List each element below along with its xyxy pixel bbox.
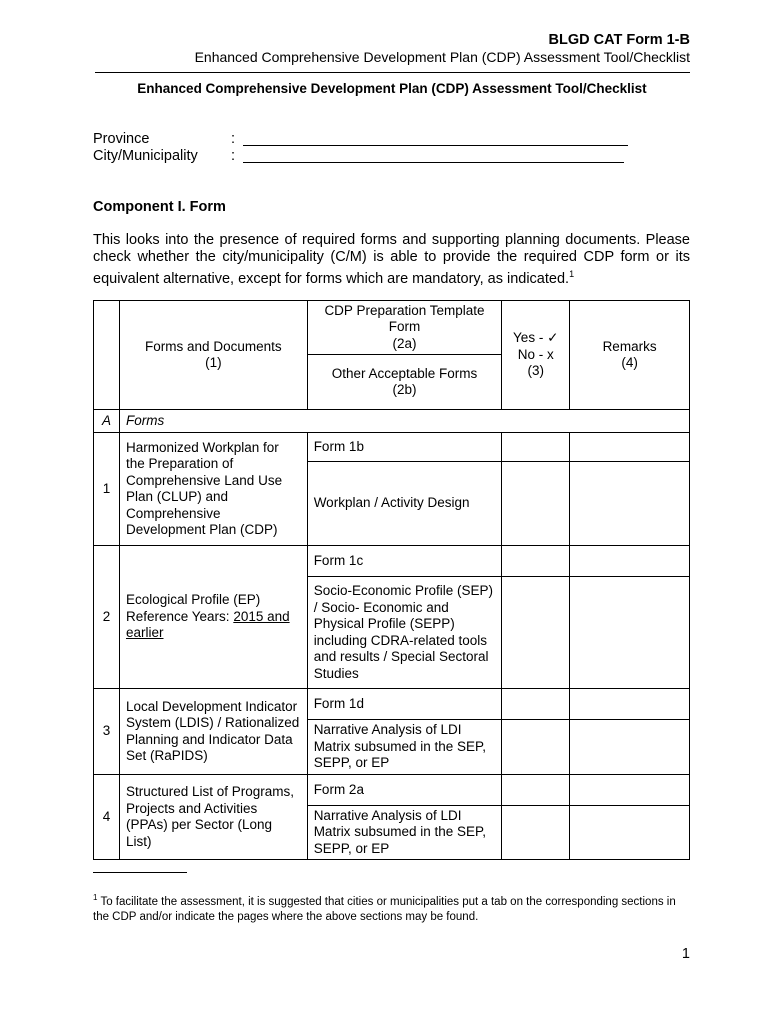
row-remarks-cell[interactable] — [570, 720, 690, 775]
assessment-table — [93, 300, 690, 860]
row-yes-no-cell[interactable] — [502, 775, 570, 806]
row-yes-no-cell[interactable] — [502, 546, 570, 577]
group-row — [94, 410, 690, 433]
row-document: Structured List of Programs, Projects and Activities (PPAs) per Sector (Long List) — [119, 775, 307, 860]
row-remarks-cell[interactable] — [570, 775, 690, 806]
document-title: Enhanced Comprehensive Development Plan (CDP) Assessment Tool/Checklist — [137, 81, 647, 96]
row-yes-no-cell[interactable] — [502, 720, 570, 775]
row-number: 1 — [94, 433, 120, 546]
table-row — [94, 689, 690, 720]
header-remarks: Remarks (4) — [570, 301, 690, 410]
table-row — [94, 433, 690, 462]
intro-paragraph — [93, 232, 690, 288]
intro-text: This looks into the presence of required forms and supporting planning documents. Please check whether the city/municipality (C/M) is able to provide the required CDP form or its equivalent alternative, except for forms which are mandatory, as indicated. — [93, 232, 690, 287]
table-row — [94, 546, 690, 577]
footnote-divider — [93, 872, 187, 873]
header-divider — [95, 72, 690, 73]
row-other-form: Socio-Economic Profile (SEP) / Socio- Economic and Physical Profile (SEPP) including CDRA-related tools and results / Special Sectoral Studies — [307, 577, 502, 689]
row-other-form: Narrative Analysis of LDI Matrix subsumed in the SEP, SEPP, or EP — [307, 720, 502, 775]
city-colon: : — [231, 148, 236, 164]
row-template-form: Form 1b — [307, 433, 502, 462]
row-remarks-cell[interactable] — [570, 577, 690, 689]
row-remarks-cell[interactable] — [570, 433, 690, 462]
page-number: 1 — [681, 946, 690, 962]
row-number: 2 — [94, 546, 120, 689]
row-yes-no-cell[interactable] — [502, 689, 570, 720]
footnote-marker: 1 — [93, 893, 98, 902]
header-forms-docs: Forms and Documents (1) — [119, 301, 307, 410]
city-label: City/Municipality — [93, 148, 198, 164]
province-blank[interactable] — [243, 145, 628, 146]
group-label: Forms — [119, 410, 689, 433]
row-other-form: Narrative Analysis of LDI Matrix subsumed in the SEP, SEPP, or EP — [307, 806, 502, 860]
row-document: Harmonized Workplan for the Preparation of Comprehensive Land Use Plan (CLUP) and Comprehensive Development Plan (CDP) — [119, 433, 307, 546]
form-code: BLGD CAT Form 1-B — [548, 32, 690, 48]
header-row — [94, 301, 690, 355]
row-document: Ecological Profile (EP) Reference Years: 2015 and earlier — [119, 546, 307, 689]
province-label: Province — [93, 131, 150, 147]
row-template-form: Form 1d — [307, 689, 502, 720]
header-cdp-template: CDP Preparation Template Form (2a) — [307, 301, 502, 355]
row-remarks-cell[interactable] — [570, 806, 690, 860]
header-yes-no: Yes - ✓ No - x (3) — [502, 301, 570, 410]
row-template-form: Form 1c — [307, 546, 502, 577]
row-remarks-cell[interactable] — [570, 546, 690, 577]
footnote — [93, 890, 690, 925]
city-blank[interactable] — [243, 162, 624, 163]
province-colon: : — [231, 131, 236, 147]
row-remarks-cell[interactable] — [570, 462, 690, 546]
table-row — [94, 775, 690, 806]
row-yes-no-cell[interactable] — [502, 577, 570, 689]
section-title: Component I. Form — [93, 199, 226, 215]
group-letter: A — [94, 410, 120, 433]
row-yes-no-cell[interactable] — [502, 462, 570, 546]
row-template-form: Form 2a — [307, 775, 502, 806]
row-other-form: Workplan / Activity Design — [307, 462, 502, 546]
header-num-cell — [94, 301, 120, 410]
row-number: 3 — [94, 689, 120, 775]
row-remarks-cell[interactable] — [570, 689, 690, 720]
footnote-text: To facilitate the assessment, it is suggested that cities or municipalities put a tab on the corresponding sections in the CDP and/or indicate the pages where the above sections may be found. — [93, 895, 676, 923]
header-other-forms: Other Acceptable Forms (2b) — [307, 355, 502, 410]
header-subtitle: Enhanced Comprehensive Development Plan (CDP) Assessment Tool/Checklist — [194, 49, 690, 65]
row-number: 4 — [94, 775, 120, 860]
row-document: Local Development Indicator System (LDIS) / Rationalized Planning and Indicator Data Set (RaPIDS) — [119, 689, 307, 775]
intro-footnote-ref: 1 — [569, 269, 575, 279]
row-yes-no-cell[interactable] — [502, 433, 570, 462]
row-yes-no-cell[interactable] — [502, 806, 570, 860]
